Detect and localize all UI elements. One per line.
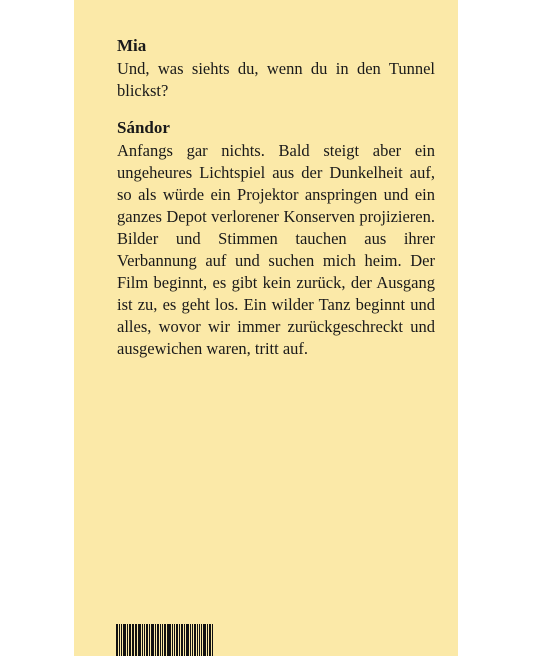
speaker-name-sandor: Sándor — [117, 118, 170, 137]
barcode-bar — [203, 624, 206, 656]
barcode-bar — [192, 624, 193, 656]
barcode — [116, 624, 214, 656]
barcode-bar — [133, 624, 134, 656]
barcode-bar — [212, 624, 213, 656]
barcode-bar — [123, 624, 126, 656]
barcode-bar — [164, 624, 166, 656]
barcode-bar — [190, 624, 191, 656]
barcode-bar — [184, 624, 185, 656]
barcode-bar — [144, 624, 145, 656]
barcode-bar — [151, 624, 154, 656]
barcode-bar — [174, 624, 175, 656]
barcode-bar — [132, 624, 133, 656]
barcode-bar — [197, 624, 198, 656]
barcode-bar — [176, 624, 178, 656]
barcode-bar — [181, 624, 183, 656]
barcode-bar — [207, 624, 208, 656]
paragraph-gap — [117, 102, 435, 116]
speaker-name-mia: Mia — [117, 36, 147, 55]
barcode-bar — [142, 624, 143, 656]
barcode-bar — [167, 624, 168, 656]
barcode-bar — [201, 624, 203, 656]
barcode-bar — [119, 624, 120, 656]
barcode-bar — [199, 624, 200, 656]
book-page — [74, 0, 458, 656]
barcode-bar — [172, 624, 173, 656]
barcode-bar — [160, 624, 161, 656]
barcode-bar — [168, 624, 171, 656]
barcode-bar — [149, 624, 150, 656]
barcode-bar — [135, 624, 137, 656]
dialogue-text — [117, 34, 435, 360]
barcode-bar — [121, 624, 122, 656]
barcode-bar — [129, 624, 131, 656]
speech-sandor: Anfangs gar nichts. Bald steigt aber ein ungeheures Lichtspiel aus der Dunkelheit auf, so als würde ein Projektor anspringen und ein ganzes Depot verlorener Konserven projizieren. Bilder und Stimmen tauchen aus ihrer Verbannung auf und suchen mich heim. Der Film beginnt, es gibt kein zurück, der Ausgang ist zu, es geht los. Ein wilder Tanz beginnt und alles, wovor wir immer zurückgeschreckt und ausgewichen waren, tritt auf. — [117, 141, 435, 358]
barcode-bar — [179, 624, 180, 656]
barcode-bar — [127, 624, 128, 656]
barcode-bar — [157, 624, 159, 656]
barcode-bar — [138, 624, 141, 656]
barcode-bar — [116, 624, 118, 656]
barcode-bar — [162, 624, 163, 656]
barcode-bar — [146, 624, 148, 656]
barcode-bar — [186, 624, 189, 656]
speech-mia: Und, was siehts du, wenn du in den Tunnel blickst? — [117, 59, 435, 100]
barcode-bar — [209, 624, 211, 656]
barcode-bar — [155, 624, 156, 656]
barcode-bar — [194, 624, 196, 656]
